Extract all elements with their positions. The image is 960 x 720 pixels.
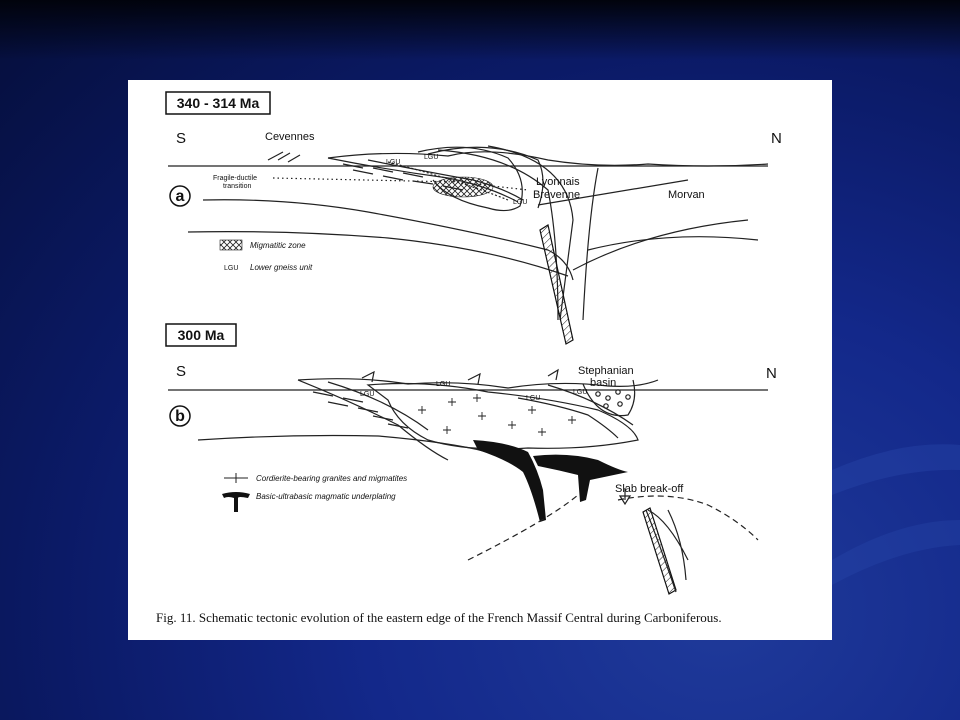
- panel-b-south: S: [176, 363, 187, 380]
- legend-lgu-label: Lower gneiss unit: [250, 263, 313, 272]
- panel-a-slab: [540, 225, 573, 344]
- panel-a-lgu-1: LGU: [386, 159, 401, 166]
- panel-b-north: N: [766, 365, 777, 382]
- legend-granites-label: Cordierite-bearing granites and migmatites: [256, 474, 408, 483]
- panel-b-lgu-4: LGU: [573, 389, 588, 396]
- panel-b-stephanian-2: basin: [590, 377, 617, 389]
- panel-a-south: S: [176, 130, 187, 147]
- figure-svg: [128, 80, 832, 640]
- legend-migmatitic-swatch: [220, 240, 242, 250]
- legend-underplating-label: Basic-ultrabasic magmatic underplating: [256, 492, 396, 501]
- panel-b-slab-breakoff: Slab break-off: [615, 483, 684, 495]
- panel-a-lgu-3: LGU: [513, 199, 528, 206]
- panel-a-lyonnais: Lyonnais: [536, 176, 580, 188]
- underplating-body-2: [533, 455, 628, 502]
- panel-b-age-label: 300 Ma: [177, 327, 225, 343]
- panel-a-north: N: [771, 130, 782, 147]
- panel-b-lgu-1: LGU: [360, 391, 375, 398]
- panel-b-lgu-3: LGU: [526, 395, 541, 402]
- panel-b-slab: [643, 508, 676, 594]
- geology-figure: [128, 80, 832, 640]
- panel-a-fragile-ductile-2: transition: [223, 183, 252, 190]
- legend-underplating-symbol: [222, 492, 250, 512]
- panel-a-age-label: 340 - 314 Ma: [176, 95, 260, 111]
- legend-granites-symbol: [224, 473, 248, 483]
- legend-lgu-abbrev: LGU: [224, 265, 239, 272]
- panel-b-letter: b: [175, 408, 185, 425]
- panel-a-fragile-ductile-1: Fragile-ductile: [213, 175, 257, 182]
- panel-a-brevenne: Brevenne: [533, 189, 581, 201]
- panel-a-morvan: Morvan: [668, 189, 705, 201]
- panel-a-migmatitic-zone: [433, 177, 493, 197]
- panel-b-lgu-2: LGU: [436, 381, 451, 388]
- panel-a-letter: a: [175, 188, 185, 205]
- legend-migmatitic-label: Migmatitic zone: [250, 241, 306, 250]
- panel-b-stephanian-1: Stephanian: [578, 365, 634, 377]
- figure-caption: Fig. 11. Schematic tectonic evolution of the eastern edge of the French Massif Central during Carboniferous.: [156, 610, 722, 625]
- panel-a-lgu-2: LGU: [424, 154, 439, 161]
- panel-a-cevennes: Cevennes: [265, 131, 315, 143]
- underplating-body-1: [473, 440, 546, 522]
